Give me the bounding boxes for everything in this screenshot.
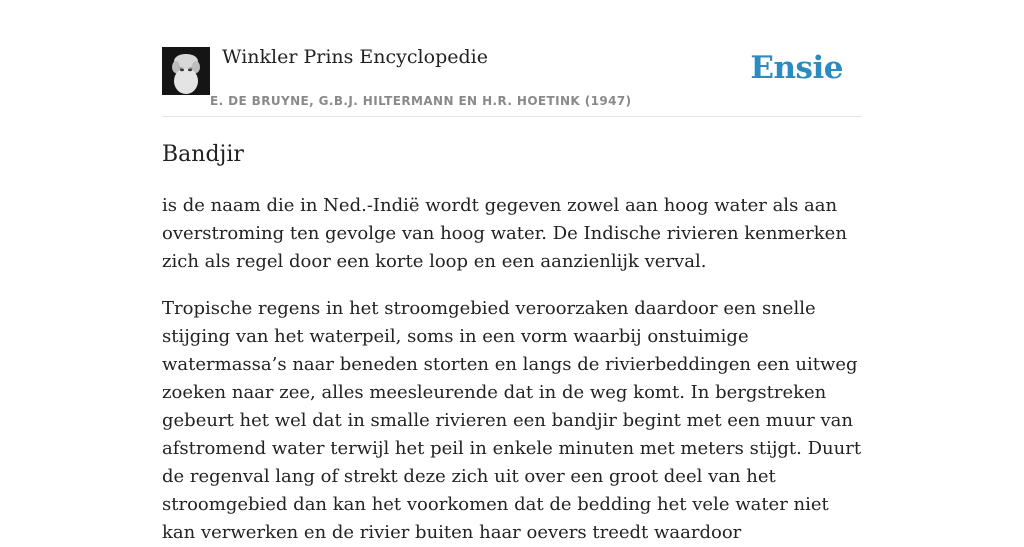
site-title[interactable]: Winkler Prins Encyclopedie xyxy=(222,46,488,68)
author-portrait-icon xyxy=(162,47,210,95)
article-title: Bandjir xyxy=(162,142,244,167)
authors-line: E. DE BRUYNE, G.B.J. HILTERMANN EN H.R. HOETINK (1947) xyxy=(210,94,632,108)
article xyxy=(162,138,862,547)
ensie-logo[interactable]: Ensie xyxy=(750,50,843,86)
site-header xyxy=(162,0,862,117)
article-paragraph-1: is de naam die in Ned.-Indië wordt gegeven zowel aan hoog water als aan overstroming ten gevolge van hoog water. De Indische rivieren kenmerken zich als regel door een korte loop en een aanzienlijk verval. xyxy=(162,195,847,272)
article-paragraph-2: Tropische regens in het stroomgebied veroorzaken daardoor een snelle stijging van het waterpeil, soms in een vorm waarbij onstuimige watermassa’s naar beneden storten en langs de rivierbeddingen een uitweg zoeken naar zee, alles meesleurende dat in de weg komt. In bergstreken gebeurt het wel dat in smalle rivieren een bandjir begint met een muur van afstromend water terwijl het peil in enkele minuten met meters stijgt. Duurt de regenval lang of strekt deze zich uit over een groot deel van het stroomgebied dan kan het voorkomen dat de bedding het vele water niet kan verwerken en de rivier buiten haar oevers treedt waardoor xyxy=(162,298,862,543)
